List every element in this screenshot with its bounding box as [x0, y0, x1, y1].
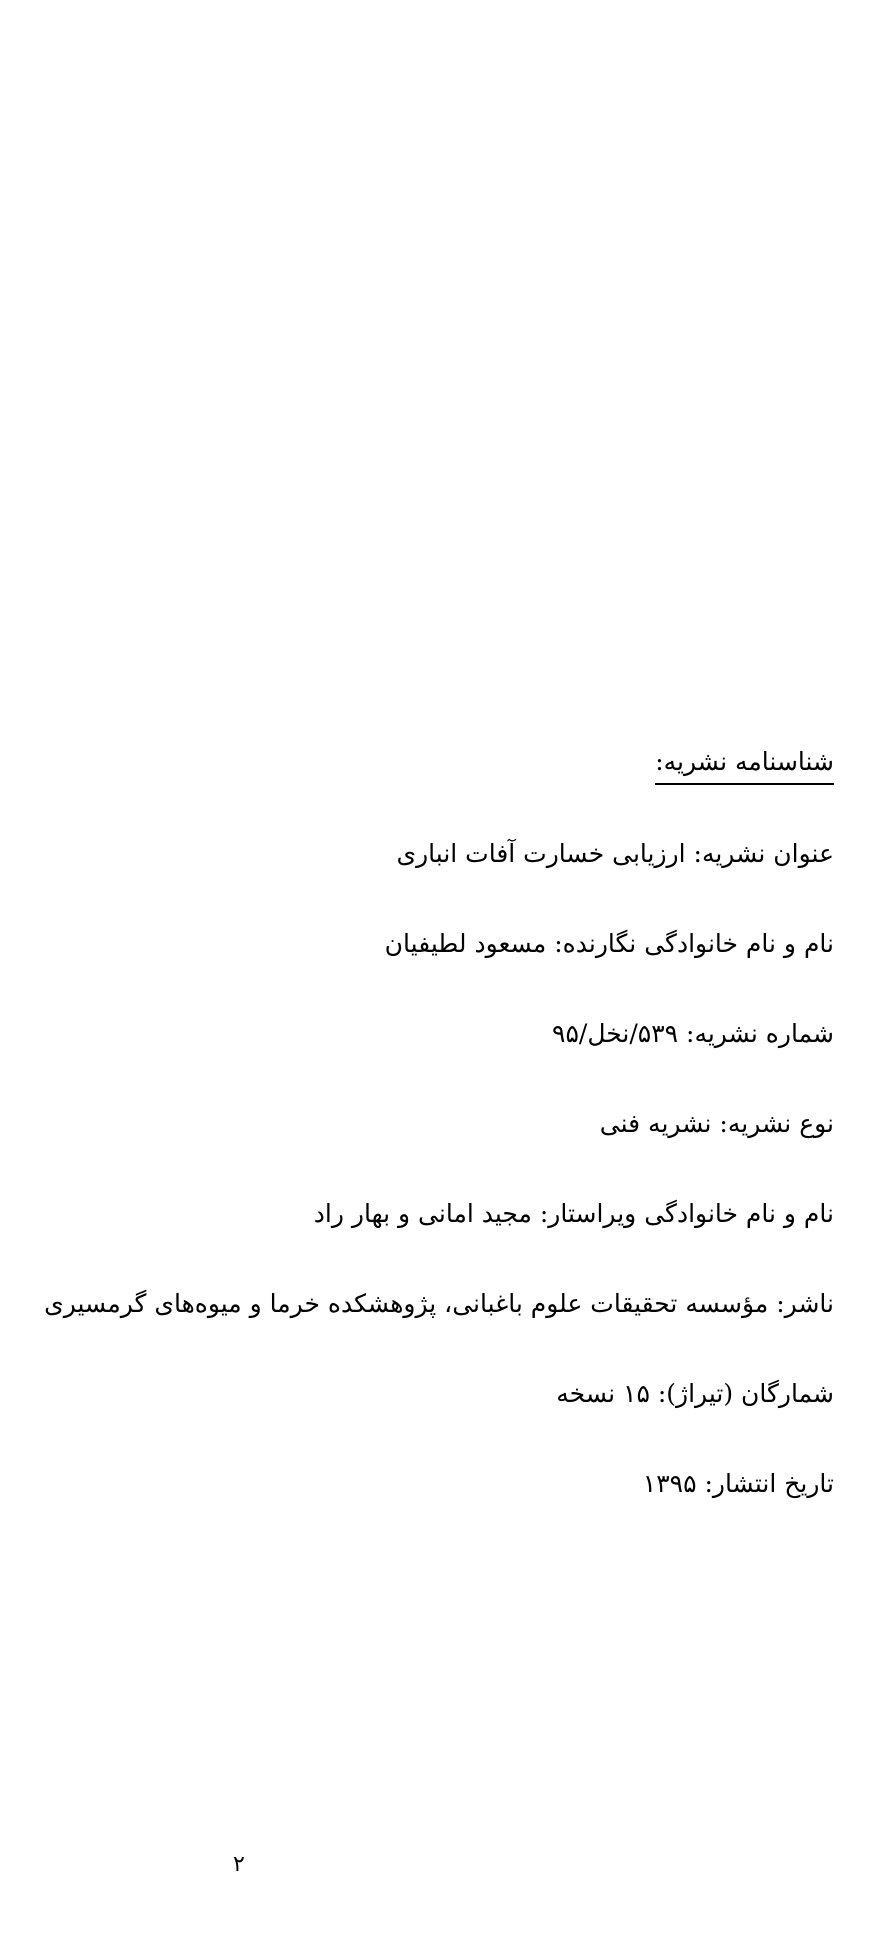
field-value: مسعود لطیفیان	[384, 929, 547, 958]
field-label: تاریخ انتشار:	[696, 1469, 834, 1498]
field-label: نام و نام خانوادگی ویراستار:	[531, 1199, 834, 1228]
field-value: نشریه فنی	[599, 1109, 712, 1138]
page-number: ۲	[233, 1852, 245, 1877]
field-label: نام و نام خانوادگی نگارنده:	[546, 929, 834, 958]
field-publication-date	[14, 1467, 834, 1501]
field-label: عنوان نشریه:	[685, 839, 834, 868]
field-label: شماره نشریه:	[678, 1019, 834, 1048]
colophon-heading: شناسنامه نشریه:	[655, 745, 834, 785]
field-value: ۱۵ نسخه	[556, 1379, 650, 1408]
field-author	[14, 927, 834, 961]
field-value: مجید امانی و بهار راد	[313, 1199, 532, 1228]
field-value: ۱۳۹۵	[642, 1469, 697, 1498]
field-value: ۵۳۹/نخل/۹۵	[552, 1019, 679, 1048]
field-value: ارزیابی خسارت آفات انباری	[396, 839, 686, 868]
field-publisher	[14, 1287, 834, 1321]
field-title	[14, 837, 834, 871]
field-circulation	[14, 1377, 834, 1411]
field-publication-number	[14, 1017, 834, 1051]
field-label: نوع نشریه:	[711, 1109, 834, 1138]
field-label: شمارگان (تیراژ):	[649, 1379, 834, 1408]
field-publication-type	[14, 1107, 834, 1141]
field-value: مؤسسه تحقیقات علوم باغبانی، پژوهشکده خرما و میوه‌های گرمسیری	[44, 1289, 769, 1318]
publication-colophon	[14, 745, 834, 1557]
field-editor	[14, 1197, 834, 1231]
field-label: ناشر:	[768, 1289, 834, 1318]
